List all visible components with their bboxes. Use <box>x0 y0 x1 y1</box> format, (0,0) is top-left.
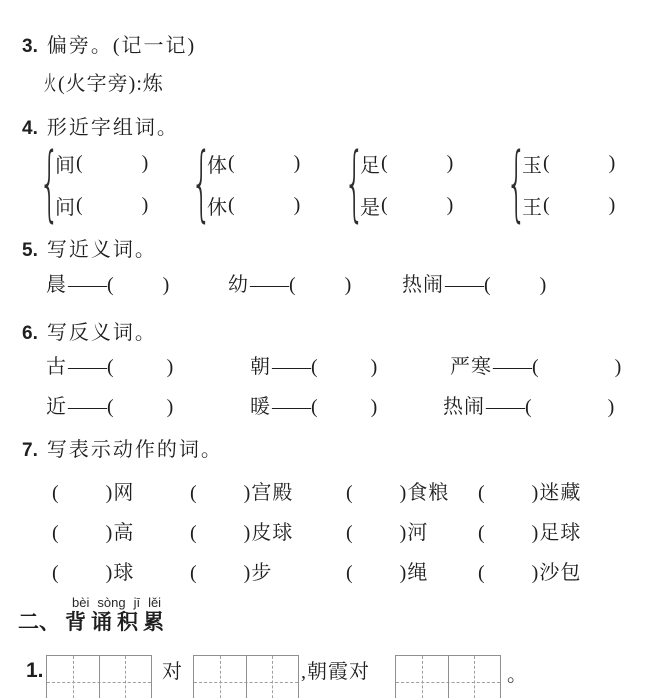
prompt-word: 热闹 <box>402 274 444 296</box>
prompt-word: 热闹 <box>443 396 485 418</box>
exercise-1-number: 1. <box>26 659 44 682</box>
paren-close: ) <box>531 522 540 544</box>
antonym-item-r1c2 <box>250 356 378 378</box>
question-6-title: 写反义词。 <box>46 322 157 344</box>
paren-open: ( <box>381 151 389 174</box>
curly-brace-icon: { <box>191 136 212 231</box>
pair-character: 休 <box>207 196 228 219</box>
paren-close: ) <box>105 482 114 504</box>
char-pair-group-3 <box>344 136 455 231</box>
fire-radical: 火 <box>44 73 57 95</box>
writing-grid-3[interactable] <box>395 655 501 698</box>
paren-close: ) <box>399 482 408 504</box>
antonym-item-r2c3 <box>443 396 615 418</box>
paren-open: ( <box>311 396 319 418</box>
paren-open: ( <box>107 396 115 418</box>
prompt-word: 暖 <box>250 396 271 418</box>
pair-character: 足 <box>360 154 381 177</box>
header-char: 累 <box>143 611 164 634</box>
paren-close: ) <box>370 396 379 418</box>
object-word: 食粮 <box>407 482 450 504</box>
word-dui: 对 <box>162 661 183 683</box>
paren-open: ( <box>107 274 115 296</box>
action-cell-r3c2 <box>190 562 272 584</box>
paren-open: ( <box>228 193 236 216</box>
answer-blank[interactable] <box>115 412 167 413</box>
dash: —— <box>68 356 106 378</box>
dash: —— <box>68 274 106 296</box>
pair-bottom-row <box>207 184 301 226</box>
action-cell-r1c3 <box>346 482 449 504</box>
answer-blank[interactable] <box>115 290 163 291</box>
paren-close: ) <box>531 562 540 584</box>
paren-close: ) <box>446 193 455 216</box>
answer-blank[interactable] <box>486 498 532 499</box>
pair-top-row <box>207 142 301 184</box>
paren-open: ( <box>76 193 84 216</box>
curly-brace-icon: { <box>39 136 60 231</box>
answer-blank[interactable] <box>236 163 294 164</box>
question-7 <box>22 439 223 463</box>
question-3-example <box>44 73 164 95</box>
paren-close: ) <box>344 274 353 296</box>
answer-blank[interactable] <box>84 163 142 164</box>
paren-close: ) <box>141 193 150 216</box>
action-cell-r1c2 <box>190 482 293 504</box>
prompt-word: 晨 <box>46 274 67 296</box>
grid-cell <box>47 656 99 698</box>
prompt-word: 幼 <box>228 274 249 296</box>
header-char: 诵 <box>91 611 112 634</box>
answer-blank[interactable] <box>533 412 608 413</box>
paren-close: ) <box>105 522 114 544</box>
answer-blank[interactable] <box>60 498 106 499</box>
pair-top-row <box>522 142 616 184</box>
action-cell-r2c3 <box>346 522 428 544</box>
pinyin-syllable: bèi <box>72 595 90 610</box>
object-word: 皮球 <box>251 522 294 544</box>
answer-blank[interactable] <box>319 372 371 373</box>
paren-close: ) <box>162 274 171 296</box>
answer-blank[interactable] <box>486 538 532 539</box>
grid-cell <box>194 656 246 698</box>
object-word: 球 <box>113 562 135 584</box>
char-pair-group-4 <box>506 136 617 231</box>
paren-open: ( <box>532 356 540 378</box>
answer-blank[interactable] <box>540 372 615 373</box>
question-3-number: 3. <box>22 36 38 57</box>
question-6 <box>22 322 157 346</box>
paren-open: ( <box>381 193 389 216</box>
object-word: 高 <box>113 522 135 544</box>
pair-character: 问 <box>55 196 76 219</box>
answer-blank[interactable] <box>236 205 294 206</box>
grid-cell <box>99 656 152 698</box>
paren-open: ( <box>346 562 354 584</box>
answer-blank[interactable] <box>551 205 609 206</box>
paren-open: ( <box>543 193 551 216</box>
paren-close: ) <box>399 522 408 544</box>
question-3 <box>22 35 196 59</box>
synonym-item-3 <box>402 274 547 296</box>
answer-blank[interactable] <box>389 205 447 206</box>
paren-open: ( <box>190 482 198 504</box>
pair-character: 间 <box>55 154 76 177</box>
paren-close: ) <box>608 151 617 174</box>
question-4-title: 形近字组词。 <box>46 117 179 139</box>
answer-blank[interactable] <box>84 205 142 206</box>
prompt-word: 近 <box>46 396 67 418</box>
question-5-number: 5. <box>22 240 38 261</box>
paren-close: ) <box>243 562 252 584</box>
paren-open: ( <box>478 562 486 584</box>
pair-top-row <box>360 142 454 184</box>
grid-cell <box>246 656 299 698</box>
paren-open: ( <box>478 522 486 544</box>
paren-close: ) <box>243 482 252 504</box>
question-5-title: 写近义词。 <box>46 239 157 261</box>
header-char: 背 <box>65 611 86 634</box>
object-word: 迷藏 <box>539 482 582 504</box>
paren-close: ) <box>243 522 252 544</box>
pair-character: 体 <box>207 154 228 177</box>
answer-blank[interactable] <box>297 290 345 291</box>
dash: —— <box>445 274 483 296</box>
action-cell-r3c3 <box>346 562 428 584</box>
answer-blank[interactable] <box>389 163 447 164</box>
paren-close: ) <box>166 356 175 378</box>
pair-top-row <box>55 142 149 184</box>
dash: —— <box>250 274 288 296</box>
question-3-title: 偏旁。(记一记) <box>46 35 197 57</box>
action-cell-r3c1 <box>52 562 134 584</box>
paren-open: ( <box>76 151 84 174</box>
paren-open: ( <box>478 482 486 504</box>
paren-open: ( <box>52 562 60 584</box>
paren-close: ) <box>607 396 616 418</box>
answer-blank[interactable] <box>198 538 244 539</box>
answer-blank[interactable] <box>198 578 244 579</box>
pinyin-syllable: lěi <box>148 595 162 610</box>
paren-open: ( <box>543 151 551 174</box>
paren-close: ) <box>608 193 617 216</box>
antonym-item-r2c2 <box>250 396 378 418</box>
action-cell-r2c2 <box>190 522 293 544</box>
prompt-word: 严寒 <box>450 356 492 378</box>
question-7-number: 7. <box>22 440 38 461</box>
antonym-item-r1c1 <box>46 356 174 378</box>
question-4-number: 4. <box>22 118 38 139</box>
answer-blank[interactable] <box>319 412 371 413</box>
pinyin-syllable: jī <box>133 595 141 610</box>
pair-character: 是 <box>360 196 381 219</box>
paren-close: ) <box>141 151 150 174</box>
writing-grid-1[interactable] <box>46 655 152 698</box>
pair-bottom-row <box>55 184 149 226</box>
answer-blank[interactable] <box>354 538 400 539</box>
pair-bottom-row <box>360 184 454 226</box>
section-2-label: 二、 <box>18 611 60 634</box>
answer-blank[interactable] <box>115 372 167 373</box>
dash: —— <box>272 396 310 418</box>
paren-open: ( <box>190 522 198 544</box>
pair-character: 玉 <box>522 154 543 177</box>
dash: —— <box>272 356 310 378</box>
paren-close: ) <box>293 151 302 174</box>
curly-brace-icon: { <box>344 136 365 231</box>
curly-brace-icon: { <box>506 136 527 231</box>
action-cell-r2c4 <box>478 522 581 544</box>
answer-blank[interactable] <box>60 538 106 539</box>
dash: —— <box>493 356 531 378</box>
paren-open: ( <box>228 151 236 174</box>
object-word: 宫殿 <box>251 482 294 504</box>
paren-open: ( <box>52 522 60 544</box>
pinyin-syllable: sòng <box>97 595 126 610</box>
paren-open: ( <box>190 562 198 584</box>
char-pair-group-1 <box>39 136 150 231</box>
answer-blank[interactable] <box>492 290 540 291</box>
paren-close: ) <box>446 151 455 174</box>
answer-blank[interactable] <box>60 578 106 579</box>
pair-character: 王 <box>522 196 543 219</box>
paren-close: ) <box>531 482 540 504</box>
paren-open: ( <box>346 522 354 544</box>
paren-close: ) <box>293 193 302 216</box>
pair-bottom-row <box>522 184 616 226</box>
paren-close: ) <box>399 562 408 584</box>
paren-open: ( <box>484 274 492 296</box>
object-word: 河 <box>407 522 429 544</box>
answer-blank[interactable] <box>198 498 244 499</box>
action-cell-r3c4 <box>478 562 581 584</box>
period: 。 <box>507 664 528 686</box>
paren-open: ( <box>311 356 319 378</box>
paren-open: ( <box>525 396 533 418</box>
antonym-item-r1c3 <box>450 356 622 378</box>
action-cell-r1c1 <box>52 482 134 504</box>
paren-open: ( <box>289 274 297 296</box>
grid-cell <box>448 656 501 698</box>
answer-blank[interactable] <box>551 163 609 164</box>
paren-open: ( <box>346 482 354 504</box>
paren-close: ) <box>166 396 175 418</box>
question-5 <box>22 239 157 263</box>
question-6-number: 6. <box>22 323 38 344</box>
pinyin-row <box>72 595 169 610</box>
synonym-item-1 <box>46 274 170 296</box>
object-word: 足球 <box>539 522 582 544</box>
question-7-title: 写表示动作的词。 <box>46 439 223 461</box>
paren-close: ) <box>614 356 623 378</box>
object-word: 网 <box>113 482 135 504</box>
object-word: 沙包 <box>539 562 582 584</box>
answer-blank[interactable] <box>354 498 400 499</box>
section-2-header <box>18 612 169 636</box>
dash: —— <box>486 396 524 418</box>
prompt-word: 朝 <box>250 356 271 378</box>
prompt-word: 古 <box>46 356 67 378</box>
dash: —— <box>68 396 106 418</box>
antonym-item-r2c1 <box>46 396 174 418</box>
object-word: 步 <box>251 562 273 584</box>
answer-blank[interactable] <box>354 578 400 579</box>
phrase-zhaoxia-dui: ,朝霞对 <box>301 661 370 683</box>
synonym-item-2 <box>228 274 352 296</box>
radical-note: (火字旁):炼 <box>58 73 164 95</box>
answer-blank[interactable] <box>486 578 532 579</box>
object-word: 绳 <box>407 562 429 584</box>
paren-close: ) <box>370 356 379 378</box>
paren-open: ( <box>52 482 60 504</box>
action-cell-r2c1 <box>52 522 134 544</box>
writing-grid-2[interactable] <box>193 655 299 698</box>
paren-close: ) <box>539 274 548 296</box>
header-char: 积 <box>117 611 138 634</box>
action-cell-r1c4 <box>478 482 581 504</box>
grid-cell <box>396 656 448 698</box>
paren-close: ) <box>105 562 114 584</box>
paren-open: ( <box>107 356 115 378</box>
char-pair-group-2 <box>191 136 302 231</box>
